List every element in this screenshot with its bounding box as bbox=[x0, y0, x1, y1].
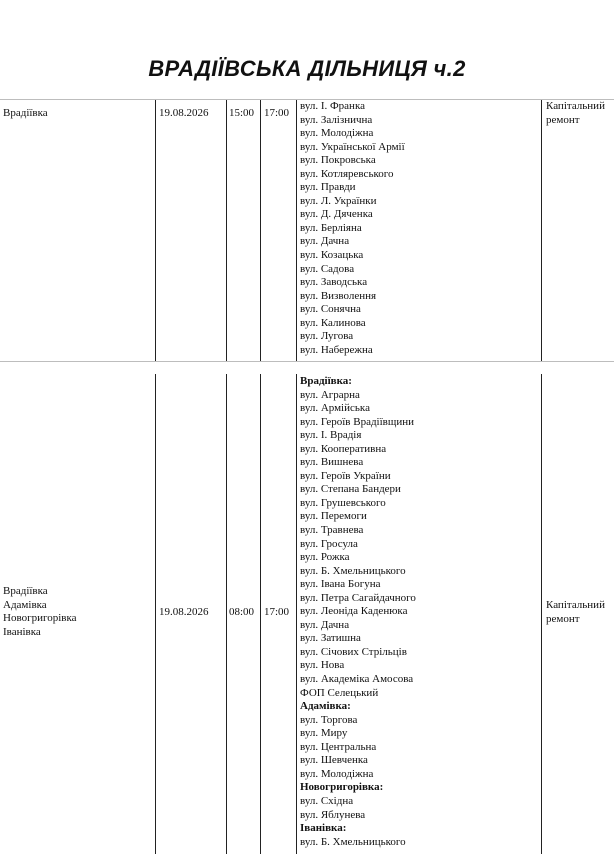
street-item: вул. Шевченка bbox=[300, 754, 368, 767]
street-item: вул. Рожка bbox=[300, 551, 350, 564]
street-item: вул. Січових Стрільців bbox=[300, 645, 407, 658]
date-cell: 19.08.2026 bbox=[159, 606, 209, 618]
end-time-cell: 17:00 bbox=[264, 606, 290, 618]
street-item: вул. Східна bbox=[300, 794, 354, 807]
street-item: вул. Б. Хмельницького bbox=[300, 564, 406, 577]
column-divider bbox=[541, 100, 542, 361]
start-time-cell: 08:00 bbox=[229, 606, 255, 618]
street-item: вул. Української Армії bbox=[300, 140, 405, 153]
column-divider bbox=[226, 374, 227, 854]
street-item: вул. Л. Українки bbox=[300, 194, 377, 207]
street-item: вул. Яблунева bbox=[300, 808, 366, 821]
start-time-cell: 15:00 bbox=[229, 107, 255, 119]
street-item: вул. І. Врадія bbox=[300, 429, 362, 442]
street-item: вул. Нова bbox=[300, 659, 345, 672]
street-item: вул. Набережна bbox=[300, 343, 373, 356]
street-item: вул. І. Франка bbox=[300, 100, 366, 112]
street-list bbox=[300, 375, 416, 849]
street-item: вул. Дачна bbox=[300, 235, 350, 248]
settlement-heading: Іванівка: bbox=[300, 822, 347, 835]
end-time-cell: 17:00 bbox=[264, 107, 290, 119]
street-item: вул. Торгова bbox=[300, 713, 358, 726]
reason-line: Капітальний bbox=[546, 100, 605, 112]
street-item: вул. Вишнева bbox=[300, 456, 364, 469]
settlement-name: Адамівка bbox=[3, 598, 47, 611]
street-item: вул. Берліяна bbox=[300, 221, 362, 234]
street-item: вул. Петра Сагайдачного bbox=[300, 591, 416, 604]
settlement-cell bbox=[3, 107, 48, 121]
street-item: вул. Травнева bbox=[300, 524, 364, 537]
settlement-heading: Новогригорівка: bbox=[300, 781, 384, 794]
street-item: вул. Кооперативна bbox=[300, 442, 387, 455]
street-item: вул. Котляревського bbox=[300, 167, 394, 180]
settlement-heading: Адамівка: bbox=[300, 700, 351, 713]
street-item: вул. Героїв України bbox=[300, 469, 391, 482]
column-divider bbox=[296, 374, 297, 854]
street-item: ФОП Селецький bbox=[300, 686, 379, 699]
street-item: вул. Правди bbox=[300, 181, 356, 194]
street-item: вул. Сонячна bbox=[300, 303, 361, 316]
street-item: вул. Героїв Врадіївщини bbox=[300, 415, 414, 428]
page-title: ВРАДІЇВСЬКА ДІЛЬНИЦЯ ч.2 bbox=[148, 56, 466, 81]
street-item: вул. Миру bbox=[300, 727, 348, 740]
street-item: вул. Козацька bbox=[300, 249, 364, 262]
settlement-name: Врадіївка bbox=[3, 585, 48, 597]
street-item: вул. Залізнична bbox=[300, 113, 373, 126]
street-item: вул. Дачна bbox=[300, 618, 350, 631]
reason-cell bbox=[546, 599, 605, 626]
reason-line: Капітальний bbox=[546, 599, 605, 611]
column-divider bbox=[155, 374, 156, 854]
street-item: вул. Д. Дяченка bbox=[300, 208, 373, 221]
street-item: вул. Б. Хмельницького bbox=[300, 835, 406, 848]
street-list bbox=[300, 100, 405, 357]
street-item: вул. Степана Бандери bbox=[300, 483, 401, 496]
row-separator bbox=[0, 361, 614, 362]
street-item: вул. Академіка Амосова bbox=[300, 673, 414, 686]
street-item: вул. Садова bbox=[300, 262, 355, 275]
column-divider bbox=[296, 100, 297, 361]
reason-cell bbox=[546, 100, 605, 127]
street-item: вул. Центральна bbox=[300, 740, 377, 753]
street-item: вул. Лугова bbox=[300, 330, 354, 343]
street-item: вул. Аграрна bbox=[300, 388, 360, 401]
reason-line: ремонт bbox=[546, 612, 580, 625]
street-item: вул. Затишна bbox=[300, 632, 361, 645]
street-item: вул. Армійська bbox=[300, 402, 370, 415]
column-divider bbox=[226, 100, 227, 361]
column-divider bbox=[155, 100, 156, 361]
settlement-name: Іванівка bbox=[3, 625, 41, 638]
street-item: вул. Заводська bbox=[300, 276, 368, 289]
street-item: вул. Грушевського bbox=[300, 496, 386, 509]
street-item: вул. Калинова bbox=[300, 316, 366, 329]
street-item: вул. Покровська bbox=[300, 154, 376, 167]
street-item: вул. Молодіжна bbox=[300, 127, 374, 140]
street-item: вул. Визволення bbox=[300, 289, 377, 302]
settlement-name: Новогригорівка bbox=[3, 612, 77, 625]
street-item: вул. Гросула bbox=[300, 537, 358, 550]
column-divider bbox=[260, 374, 261, 854]
column-divider bbox=[260, 100, 261, 361]
street-item: вул. Перемоги bbox=[300, 510, 367, 523]
settlement-heading: Врадіївка: bbox=[300, 375, 352, 387]
date-cell: 19.08.2026 bbox=[159, 107, 209, 119]
street-item: вул. Івана Богуна bbox=[300, 578, 381, 591]
column-divider bbox=[541, 374, 542, 854]
street-item: вул. Леоніда Каденюка bbox=[300, 605, 408, 618]
reason-line: ремонт bbox=[546, 113, 580, 126]
settlement-cell bbox=[3, 585, 77, 639]
street-item: вул. Молодіжна bbox=[300, 767, 374, 780]
settlement-name: Врадіївка bbox=[3, 107, 48, 119]
